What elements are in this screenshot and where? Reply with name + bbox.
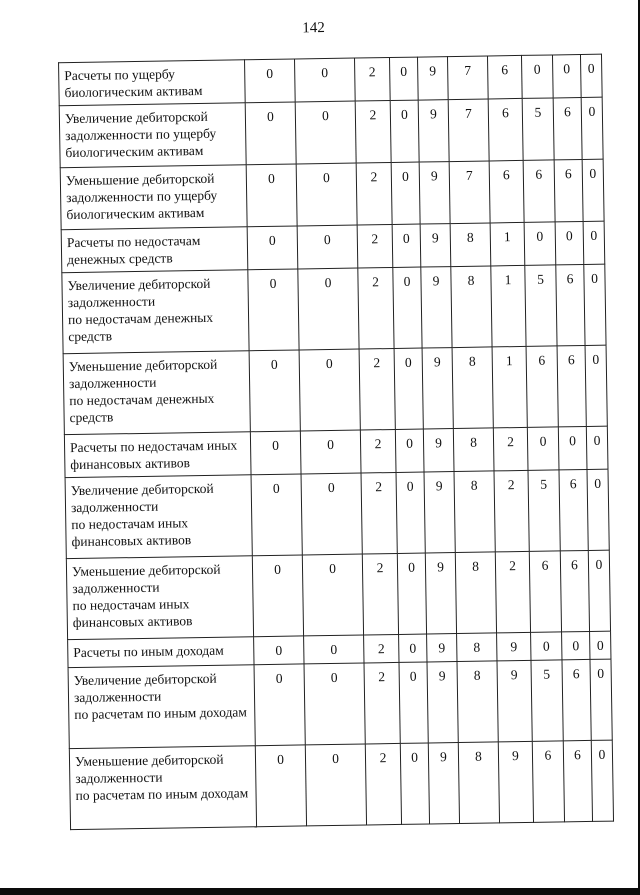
code-digit: 6 [560, 550, 589, 631]
code-digit: 6 [553, 98, 582, 160]
code-digit: 0 [583, 221, 605, 264]
code-digit: 0 [590, 659, 612, 740]
code-digit: 0 [552, 55, 581, 98]
code-digit: 0 [248, 269, 299, 351]
code-digit: 5 [528, 470, 560, 551]
account-description: Уменьшение дебиторской задолженности по ущербу биологическим активам [60, 165, 247, 230]
code-digit: 8 [458, 742, 499, 824]
code-digit: 0 [524, 222, 556, 265]
code-digit: 0 [295, 101, 356, 164]
code-digit: 0 [399, 662, 428, 743]
account-description: Расчеты по ущербу биологическим активам [59, 60, 246, 106]
code-digit: 0 [397, 553, 426, 634]
code-digit: 9 [498, 741, 533, 823]
code-digit: 6 [529, 551, 561, 632]
code-digit: 8 [457, 661, 498, 743]
code-digit: 2 [495, 551, 530, 633]
code-digit: 9 [428, 743, 459, 824]
code-digit: 8 [454, 471, 495, 553]
code-digit: 9 [417, 57, 448, 100]
code-digit: 5 [522, 98, 554, 160]
code-digit: 9 [424, 472, 455, 553]
code-digit: 2 [493, 427, 528, 471]
code-digit: 0 [252, 555, 303, 637]
code-digit: 0 [390, 100, 419, 162]
code-digit: 2 [359, 348, 395, 430]
code-digit: 0 [585, 345, 607, 426]
code-digit: 0 [302, 554, 363, 636]
code-digit: 2 [356, 163, 392, 226]
code-digit: 0 [400, 743, 429, 824]
code-digit: 0 [393, 267, 422, 348]
code-digit: 5 [531, 660, 563, 741]
code-digit: 6 [523, 160, 555, 222]
code-digit: 1 [492, 346, 527, 428]
account-description: Увеличение дебиторской задолженности по недостачам денежных средств [62, 270, 249, 354]
code-digit: 0 [246, 164, 297, 227]
code-digit: 0 [584, 264, 606, 345]
code-digit: 2 [362, 553, 398, 635]
table-row [63, 345, 607, 435]
code-digit: 7 [447, 56, 488, 100]
code-digit: 9 [497, 632, 531, 661]
code-digit: 2 [355, 58, 391, 102]
account-description: Расчеты по иным доходам [68, 637, 254, 668]
code-digit: 0 [521, 55, 553, 98]
code-digit: 9 [425, 553, 456, 634]
code-digit: 6 [487, 55, 522, 99]
account-description: Расчеты по недостачам иных финансовых активов [64, 432, 251, 478]
code-digit: 6 [554, 160, 583, 222]
code-digit: 9 [420, 224, 451, 267]
code-digit: 0 [558, 426, 587, 469]
code-digit: 0 [250, 431, 301, 475]
code-digit: 6 [559, 469, 588, 550]
code-digit: 0 [562, 631, 590, 659]
code-digit: 6 [556, 264, 585, 345]
code-digit: 0 [299, 349, 360, 431]
code-digit: 0 [394, 348, 423, 429]
account-description: Увеличение дебиторской задолженности по расчетам по иным доходам [68, 665, 255, 749]
code-digit: 0 [251, 474, 302, 556]
budget-code-table [58, 54, 614, 830]
code-digit: 0 [396, 472, 425, 553]
code-digit: 2 [360, 429, 396, 473]
code-digit: 0 [527, 427, 559, 470]
code-digit: 6 [488, 98, 523, 161]
code-digit: 0 [582, 159, 604, 221]
table-body [59, 54, 614, 829]
code-digit: 0 [304, 635, 364, 664]
code-digit: 0 [389, 57, 418, 100]
table-row [59, 97, 603, 168]
code-digit: 0 [580, 54, 602, 97]
table-row [62, 264, 606, 354]
code-digit: 0 [590, 631, 611, 659]
code-digit: 2 [364, 662, 400, 744]
code-digit: 9 [421, 267, 452, 348]
code-digit: 0 [581, 97, 603, 159]
code-digit: 6 [526, 346, 558, 427]
code-digit: 8 [453, 428, 494, 472]
code-digit: 2 [365, 743, 401, 825]
code-digit: 0 [587, 469, 609, 550]
code-digit: 6 [563, 740, 592, 821]
code-digit: 0 [395, 429, 424, 472]
code-digit: 0 [298, 268, 359, 350]
account-description: Уменьшение дебиторской задолженности по недостачам денежных средств [63, 351, 250, 435]
code-digit: 8 [455, 552, 496, 634]
code-digit: 0 [245, 59, 296, 103]
code-digit: 0 [399, 634, 427, 662]
code-digit: 2 [494, 470, 529, 552]
table-row [69, 740, 613, 830]
code-digit: 0 [249, 350, 300, 432]
code-digit: 0 [591, 740, 613, 821]
code-digit: 0 [588, 550, 610, 631]
code-digit: 0 [255, 745, 306, 827]
code-digit: 2 [364, 634, 399, 663]
code-digit: 8 [452, 347, 493, 429]
code-digit: 7 [448, 99, 489, 162]
code-digit: 0 [300, 430, 361, 474]
code-digit: 9 [423, 429, 454, 472]
code-digit: 0 [245, 102, 296, 165]
code-digit: 9 [422, 348, 453, 429]
code-digit: 9 [497, 660, 532, 742]
code-digit: 9 [418, 100, 449, 162]
account-description: Увеличение дебиторской задолженности по ущербу биологическим активам [59, 103, 246, 168]
code-digit: 2 [355, 101, 391, 164]
account-description: Уменьшение дебиторской задолженности по расчетам по иным доходам [69, 746, 256, 830]
code-digit: 8 [450, 223, 491, 267]
code-digit: 0 [586, 426, 608, 469]
code-digit: 8 [451, 266, 492, 348]
code-digit: 0 [391, 162, 420, 224]
account-description: Увеличение дебиторской задолженности по недостачам иных финансовых активов [65, 475, 252, 559]
page-number: 142 [302, 20, 325, 37]
account-description: Расчеты по недостачам денежных средств [61, 227, 248, 273]
code-digit: 6 [489, 160, 524, 223]
table-row [65, 469, 609, 559]
code-digit: 9 [419, 162, 450, 224]
code-digit: 2 [361, 472, 397, 554]
code-digit: 1 [491, 265, 526, 347]
code-digit: 0 [297, 225, 358, 269]
account-description: Уменьшение дебиторской задолженности по недостачам иных финансовых активов [66, 556, 253, 640]
code-digit: 0 [305, 744, 366, 826]
code-digit: 0 [247, 226, 298, 270]
code-digit: 0 [254, 636, 304, 665]
code-digit: 8 [457, 633, 497, 662]
code-digit: 0 [555, 221, 584, 264]
table-row [66, 550, 610, 640]
code-digit: 0 [296, 163, 357, 226]
code-digit: 1 [490, 222, 525, 266]
code-digit: 9 [427, 662, 458, 743]
code-digit: 7 [449, 161, 490, 224]
code-digit: 6 [532, 741, 564, 822]
code-digit: 9 [427, 634, 457, 662]
table-row [68, 659, 612, 749]
code-digit: 2 [357, 224, 393, 268]
code-digit: 0 [392, 224, 421, 267]
table-row [60, 159, 604, 230]
code-digit: 6 [557, 345, 586, 426]
code-digit: 2 [358, 267, 394, 349]
code-digit: 0 [531, 632, 562, 660]
code-digit: 6 [562, 659, 591, 740]
code-digit: 0 [304, 663, 365, 745]
code-digit: 0 [295, 58, 356, 102]
code-digit: 0 [254, 664, 305, 746]
code-digit: 0 [301, 473, 362, 555]
code-digit: 5 [525, 265, 557, 346]
